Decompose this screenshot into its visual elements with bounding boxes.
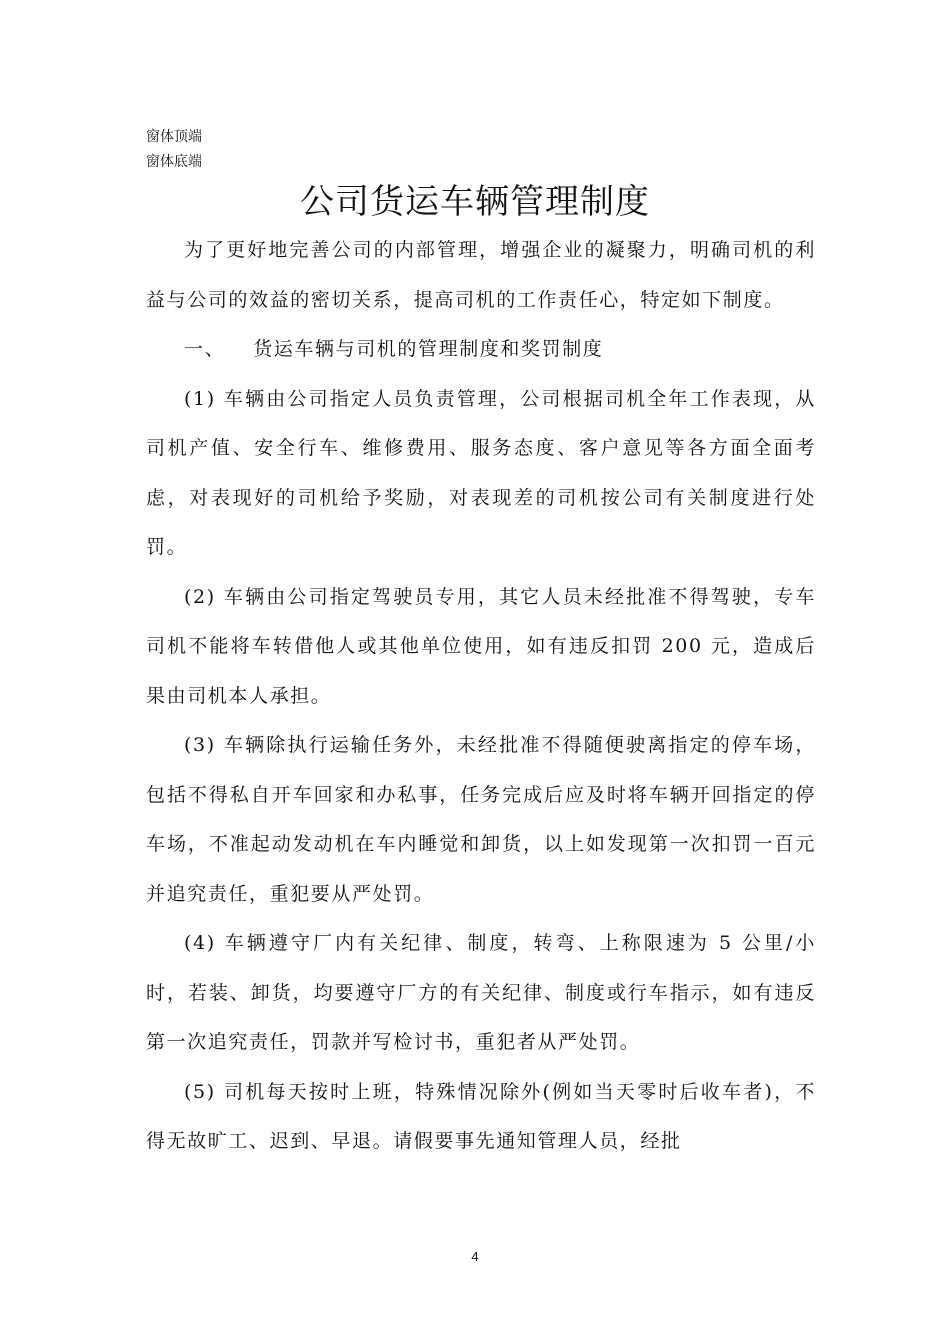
page-number: 4: [471, 1249, 479, 1264]
rule-item-4: (4) 车辆遵守厂内有关纪律、制度，转弯、上称限速为 5 公里/小时，若装、卸货，均要遵守厂方的有关纪律、制度或行车指示，如有违反第一次追究责任，罚款并写检讨书，重犯者从严处罚。: [146, 932, 816, 1053]
form-bottom-label: 窗体底端: [146, 154, 202, 170]
document-body: [146, 226, 816, 1167]
document-title: 公司货运车辆管理制度: [300, 182, 650, 222]
rule-item-3: (3) 车辆除执行运输任务外，未经批准不得随便驶离指定的停车场，包括不得私自开车回家和办私事，任务完成后应及时将车辆开回指定的停车场，不准起动发动机在车内睡觉和卸货，以上如发现第一次扣罚一百元并追究责任，重犯要从严处罚。: [146, 734, 816, 905]
section-number: 一、: [184, 338, 226, 360]
rule-item-2: (2) 车辆由公司指定驾驶员专用，其它人员未经批准不得驾驶，专车司机不能将车转借他人或其他单位使用，如有违反扣罚 200 元，造成后果由司机本人承担。: [146, 585, 816, 707]
form-top-label: 窗体顶端: [146, 129, 202, 145]
rule-item-1: (1) 车辆由公司指定人员负责管理，公司根据司机全年工作表现，从司机产值、安全行车、维修费用、服务态度、客户意见等各方面全面考虑，对表现好的司机给予奖励，对表现差的司机按公司有关制度进行处罚。: [146, 387, 816, 558]
section-heading: [146, 325, 816, 375]
intro-paragraph: 为了更好地完善公司的内部管理，增强企业的凝聚力，明确司机的利益与公司的效益的密切关系，提高司机的工作责任心，特定如下制度。: [146, 239, 816, 311]
section-heading-text: 货运车辆与司机的管理制度和奖罚制度: [253, 338, 604, 360]
rule-item-5: (5) 司机每天按时上班，特殊情况除外(例如当天零时后收车者)，不得无故旷工、迟到、早退。请假要事先通知管理人员，经批: [146, 1080, 816, 1152]
